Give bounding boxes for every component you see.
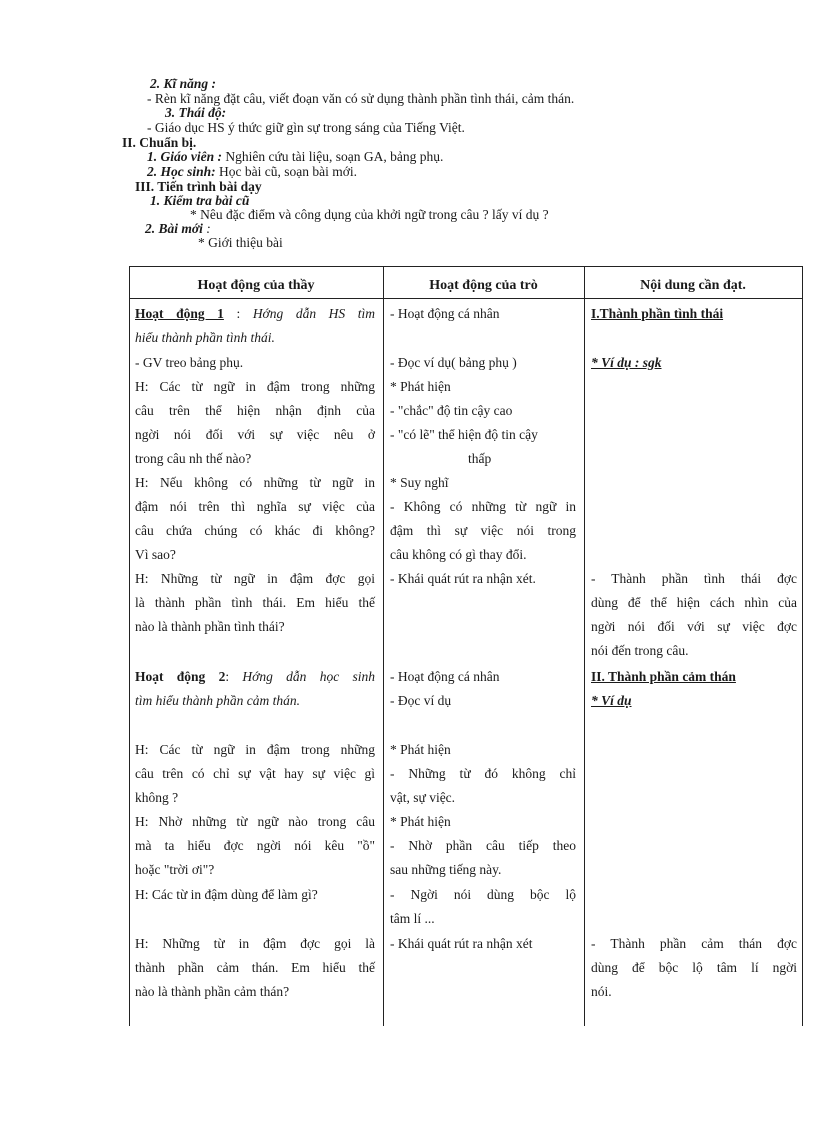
hoc-sinh-title: 2. Học sinh:	[147, 164, 216, 179]
s7-line: câu không có gì thay đổi.	[390, 547, 527, 562]
header-teacher: Hoạt động của thầy	[197, 278, 315, 293]
s12-line: vật, sự việc.	[390, 790, 456, 805]
student-answer-cole: - "có lẽ" thể hiện độ tin cậy	[390, 427, 538, 442]
hoc-sinh-text: Học bài cũ, soạn bài mới.	[219, 164, 357, 179]
thai-do-title: 3. Thái độ:	[165, 105, 227, 120]
hoc-sinh-line	[147, 164, 357, 180]
giao-vien-line	[147, 149, 443, 165]
activity-1-title: Hoạt động 1	[135, 306, 224, 321]
kiem-tra-title: 1. Kiểm tra bài cũ	[150, 193, 250, 208]
c6-line: dùng để bộc lộ tâm lí ngời	[591, 960, 797, 975]
student-discover-3: * Phát hiện	[390, 814, 451, 829]
activity-2-heading	[135, 665, 375, 713]
content-definition-1	[591, 567, 797, 663]
teacher-question-4	[135, 738, 375, 810]
content-section-2: II. Thành phần cảm thán	[591, 669, 736, 684]
header-content: Nội dung cần đạt.	[640, 278, 746, 293]
q5-line: H: Nhờ những từ ngữ nào trong câu	[135, 814, 375, 829]
table-divider-2	[584, 266, 585, 1026]
activity-1-sep: :	[223, 306, 253, 321]
q3-line: là thành phần tình thái. Em hiểu thế	[135, 595, 375, 610]
q5-line: mà ta hiểu đợc ngời nói kêu "ồ"	[135, 838, 375, 853]
student-conclude-1: - Khái quát rút ra nhận xét.	[390, 571, 536, 586]
student-read-example-2: - Đọc ví dụ	[390, 693, 452, 708]
teacher-question-1	[135, 375, 375, 471]
c6-line: nói.	[591, 984, 612, 999]
q7-line: H: Những từ in đậm đợc gọi là	[135, 936, 375, 951]
q2-line: Vì sao?	[135, 547, 176, 562]
activity-2-desc-a: Hớng dẫn học sinh	[242, 669, 375, 684]
s15-line: - Ngời nói dùng bộc lộ	[390, 887, 576, 902]
teacher-question-7	[135, 932, 375, 1004]
c3-line: dùng để thể hiện cách nhìn của	[591, 595, 797, 610]
table-divider-1	[383, 266, 384, 1026]
q4-line: câu trên có chỉ sự vật hay sự việc gì	[135, 766, 375, 781]
activity-2-desc-b: tìm hiểu thành phần cảm thán.	[135, 693, 300, 708]
s15-line: tâm lí ...	[390, 911, 435, 926]
s14-line: sau những tiếng này.	[390, 862, 502, 877]
activity-2-title: Hoạt động 2	[135, 669, 226, 684]
gioi-thieu-bai: * Giới thiệu bài	[198, 235, 283, 250]
q7-line: thành phần cảm thán. Em hiểu thế	[135, 960, 375, 975]
student-discover-2: * Phát hiện	[390, 742, 451, 757]
teacher-question-5	[135, 810, 375, 882]
teacher-question-6: H: Các từ in đậm dùng để làm gì?	[135, 887, 318, 902]
activity-1-heading	[135, 302, 375, 350]
activity-1-desc-b: hiểu thành phần tình thái.	[135, 330, 275, 345]
q4-line: không ?	[135, 790, 179, 805]
student-activity-1: - Hoạt động cá nhân	[390, 306, 500, 321]
activity-1-desc-a: Hớng dẫn HS tìm	[252, 306, 375, 321]
q3-line: H: Những từ ngữ in đậm đợc gọi	[135, 571, 375, 586]
s7-line: - Không có những từ ngữ in	[390, 499, 576, 514]
table-border-right	[802, 266, 803, 1026]
c3-line: ngời nói đối với sự việc đợc	[591, 619, 797, 634]
content-section-1: I.Thành phần tình thái	[591, 306, 724, 321]
content-example-2: * Ví dụ	[591, 693, 632, 708]
student-activity-2: - Hoạt động cá nhân	[390, 669, 500, 684]
q2-line: câu chứa chúng có khác đi không?	[135, 523, 375, 538]
student-answer-chac: - "chắc" độ tin cậy cao	[390, 403, 513, 418]
thai-do-text: - Giáo dục HS ý thức giữ gìn sự trong sáng của Tiếng Việt.	[147, 120, 465, 135]
student-discover-1: * Phát hiện	[390, 379, 451, 394]
c6-line: - Thành phần cảm thán đợc	[591, 936, 797, 951]
bai-moi-colon: :	[202, 221, 211, 236]
content-example-1: * Ví dụ : sgk	[591, 355, 662, 370]
table-border-left	[129, 266, 130, 1026]
teacher-question-3	[135, 567, 375, 639]
lesson-table	[129, 266, 803, 1026]
q5-line: hoặc "trời ơi"?	[135, 862, 215, 877]
q2-line: đậm nói trên thì nghĩa sự việc của	[135, 499, 375, 514]
q1-line: ngời nói đối với sự việc nêu ở	[135, 427, 375, 442]
s12-line: - Những từ đó không chỉ	[390, 766, 576, 781]
c3-line: nói đến trong câu.	[591, 643, 689, 658]
student-answer-5	[390, 883, 576, 931]
ki-nang-text: - Rèn kĩ năng đặt câu, viết đoạn văn có sử dụng thành phần tình thái, cảm thán.	[147, 91, 575, 106]
kiem-tra-text: * Nêu đặc điểm và công dụng của khởi ngữ trong câu ? lấy ví dụ ?	[190, 207, 549, 222]
activity-2-sep: :	[225, 669, 243, 684]
q3-line: nào là thành phần tình thái?	[135, 619, 285, 634]
s14-line: - Nhờ phần câu tiếp theo	[390, 838, 576, 853]
student-answer-2	[390, 495, 576, 567]
q1-line: câu trên thể hiện nhận định của	[135, 403, 375, 418]
student-think: * Suy nghĩ	[390, 475, 449, 490]
teacher-board: - GV treo bảng phụ.	[135, 355, 244, 370]
student-answer-4	[390, 834, 576, 882]
q1-line: H: Các từ ngữ in đậm trong những	[135, 379, 375, 394]
tien-trinh-heading: III. Tiến trình bài dạy	[135, 179, 262, 194]
giao-vien-text: Nghiên cứu tài liệu, soạn GA, bảng phụ.	[225, 149, 444, 164]
ki-nang-title: 2. Kĩ năng :	[150, 76, 217, 91]
q2-line: H: Nếu không có những từ ngữ in	[135, 475, 375, 490]
teacher-question-2	[135, 471, 375, 567]
student-answer-cole-cont: thấp	[468, 451, 492, 466]
student-read-example: - Đọc ví dụ( bảng phụ )	[390, 355, 517, 370]
q4-line: H: Các từ ngữ in đậm trong những	[135, 742, 375, 757]
q1-line: trong câu nh thế nào?	[135, 451, 252, 466]
student-answer-3	[390, 762, 576, 810]
chuan-bi-heading: II. Chuẩn bị.	[122, 135, 197, 150]
c3-line: - Thành phần tình thái đợc	[591, 571, 797, 586]
q7-line: nào là thành phần cảm thán?	[135, 984, 290, 999]
giao-vien-title: 1. Giáo viên :	[147, 149, 222, 164]
s7-line: đậm thì sự việc nói trong	[390, 523, 576, 538]
student-conclude-2: - Khái quát rút ra nhận xét	[390, 936, 533, 951]
content-definition-2	[591, 932, 797, 1004]
header-student: Hoạt động của trò	[429, 278, 538, 293]
bai-moi-title: 2. Bài mới	[145, 221, 203, 236]
